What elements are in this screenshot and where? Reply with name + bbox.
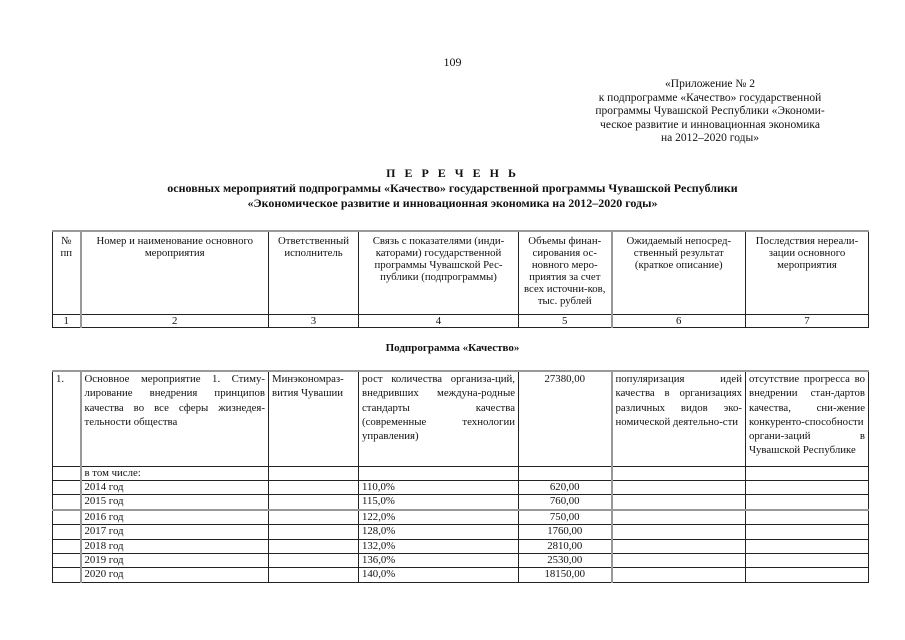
col-number: 2 <box>81 314 269 327</box>
empty-cell <box>53 480 81 494</box>
year-label: 2018 год <box>81 539 269 553</box>
year-indicator: 132,0% <box>359 539 519 553</box>
year-indicator: 115,0% <box>359 495 519 510</box>
year-label: 2015 год <box>81 495 269 510</box>
year-indicator: 122,0% <box>359 510 519 525</box>
col-number: 1 <box>53 314 81 327</box>
empty-cell <box>359 466 519 480</box>
year-funding: 760,00 <box>519 495 612 510</box>
header-consequence: Последствия нереали-зации основного мероприятия <box>746 231 869 314</box>
empty-cell <box>612 480 746 494</box>
year-funding: 2530,00 <box>519 553 612 567</box>
empty-cell <box>269 466 359 480</box>
section-title: Подпрограмма «Качество» <box>385 342 520 354</box>
empty-cell <box>269 539 359 553</box>
year-row <box>53 480 869 494</box>
empty-cell <box>53 495 81 510</box>
empty-cell <box>269 568 359 582</box>
year-label: 2016 год <box>81 510 269 525</box>
row-num: 1. <box>53 371 81 466</box>
subtitle-line: «Экономическое развитие и инновационная экономика на 2012–2020 годы» <box>247 195 658 210</box>
empty-cell <box>612 568 746 582</box>
empty-cell <box>269 495 359 510</box>
header-indicator: Связь с показателями (инди-каторами) государственной программы Чувашской Рес-публики (подпрограммы) <box>359 231 519 314</box>
row-funding: 27380,00 <box>519 371 612 466</box>
empty-cell <box>746 525 869 539</box>
document-subtitle <box>0 181 905 210</box>
year-row <box>53 510 869 525</box>
row-name: Основное мероприятие 1. Стиму-лирование внедрения принципов качества во все сферы жизнедея-тельности общества <box>81 371 269 466</box>
appendix-line: к подпрограмме «Качество» государственной <box>598 91 822 104</box>
main-table <box>52 370 869 583</box>
col-number: 7 <box>746 314 869 327</box>
appendix-line: ческое развитие и инновационная экономика <box>600 118 820 131</box>
col-number: 6 <box>612 314 746 327</box>
empty-cell <box>269 510 359 525</box>
year-indicator: 140,0% <box>359 568 519 582</box>
year-indicator: 110,0% <box>359 480 519 494</box>
year-indicator: 128,0% <box>359 525 519 539</box>
empty-cell <box>746 480 869 494</box>
appendix-line: программы Чувашской Республики «Экономи- <box>595 105 825 117</box>
appendix-note <box>560 78 860 146</box>
empty-cell <box>53 539 81 553</box>
empty-cell <box>612 525 746 539</box>
year-row <box>53 539 869 553</box>
year-label: 2019 год <box>81 553 269 567</box>
year-row <box>53 495 869 510</box>
empty-cell <box>53 568 81 582</box>
year-funding: 750,00 <box>519 510 612 525</box>
empty-cell <box>53 525 81 539</box>
empty-cell <box>269 480 359 494</box>
empty-cell <box>746 510 869 525</box>
year-row <box>53 525 869 539</box>
col-number: 5 <box>519 314 612 327</box>
row-result: популяризация идей качества в организациях различных видов эко-номической деятельно-сти <box>612 371 746 466</box>
empty-cell <box>519 466 612 480</box>
header-table <box>52 230 869 328</box>
year-funding: 1760,00 <box>519 525 612 539</box>
empty-cell <box>746 466 869 480</box>
empty-cell <box>269 525 359 539</box>
header-result: Ожидаемый непосред-ственный результат (краткое описание) <box>612 231 746 314</box>
header-executor: Ответственный исполнитель <box>269 231 359 314</box>
header-funding: Объемы финан-сирования ос-новного меро-приятия за счет всех источни-ков, тыс. рублей <box>519 231 612 314</box>
empty-cell <box>269 553 359 567</box>
empty-cell <box>746 568 869 582</box>
appendix-line: на 2012–2020 годы» <box>661 132 759 144</box>
document-title: П Е Р Е Ч Е Н Ь <box>386 166 519 180</box>
year-funding: 620,00 <box>519 480 612 494</box>
empty-cell <box>746 539 869 553</box>
empty-cell <box>746 553 869 567</box>
subtitle-line: основных мероприятий подпрограммы «Качество» государственной программы Чувашской Республики <box>167 181 738 195</box>
empty-cell <box>53 466 81 480</box>
year-row <box>53 553 869 567</box>
appendix-line: «Приложение № 2 <box>665 78 755 90</box>
empty-cell <box>53 510 81 525</box>
empty-cell <box>612 539 746 553</box>
empty-cell <box>612 553 746 567</box>
year-label: 2014 год <box>81 480 269 494</box>
empty-cell <box>53 553 81 567</box>
year-funding: 18150,00 <box>519 568 612 582</box>
row-consequence: отсутствие прогресса во внедрении стан-дартов качества, сни-жение конкуренто-способности органи-заций в Чувашской Республике <box>746 371 869 466</box>
col-number: 3 <box>269 314 359 327</box>
year-label: 2017 год <box>81 525 269 539</box>
year-row <box>53 568 869 582</box>
page-number: 109 <box>443 55 462 69</box>
empty-cell <box>612 495 746 510</box>
including-label: в том числе: <box>81 466 269 480</box>
col-number: 4 <box>359 314 519 327</box>
empty-cell <box>612 510 746 525</box>
year-label: 2020 год <box>81 568 269 582</box>
year-indicator: 136,0% <box>359 553 519 567</box>
header-num: № пп <box>53 231 81 314</box>
empty-cell <box>746 495 869 510</box>
year-funding: 2810,00 <box>519 539 612 553</box>
empty-cell <box>612 466 746 480</box>
row-executor: Минэкономраз-вития Чувашии <box>269 371 359 466</box>
row-indicator: рост количества организа-ций, внедривших междуна-родные стандарты качества (современные технологии управления) <box>359 371 519 466</box>
header-name: Номер и наименование основного мероприятия <box>81 231 269 314</box>
